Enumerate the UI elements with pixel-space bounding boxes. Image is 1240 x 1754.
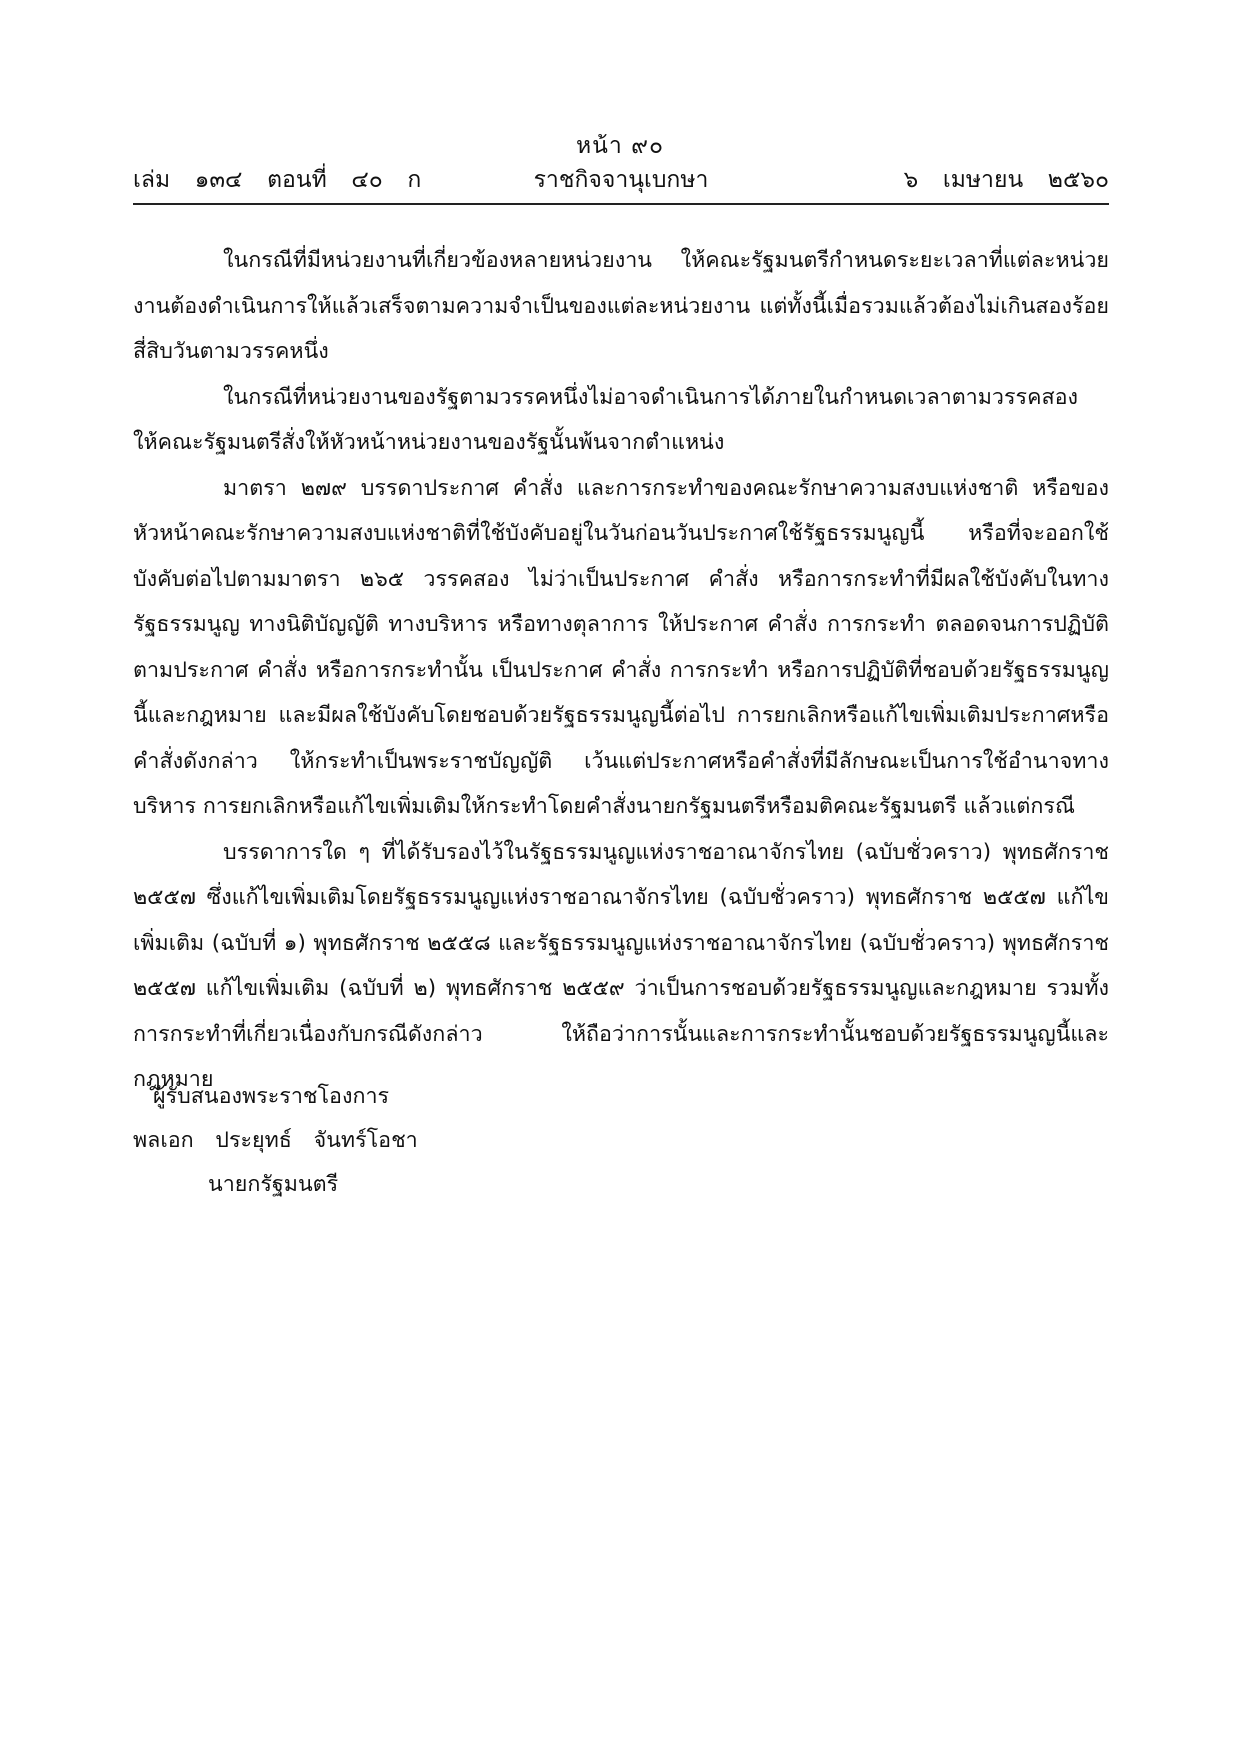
gazette-header [133,162,1109,196]
paragraph: ในกรณีที่หน่วยงานของรัฐตามวรรคหนึ่งไม่อาจดำเนินการได้ภายในกำหนดเวลาตามวรรคสอง ให้คณะรัฐมนตรีสั่งให้หัวหน้าหน่วยงานของรัฐนั้นพ้นจากตำแหน่ง [133,384,1079,455]
publication-title: ราชกิจจานุเบกษา [533,167,709,193]
volume-issue: เล่ม ๑๓๔ ตอนที่ ๔๐ ก [133,167,422,193]
paragraph: บรรดาการใด ๆ ที่ได้รับรองไว้ในรัฐธรรมนูญแห่งราชอาณาจักรไทย (ฉบับชั่วคราว) พุทธศักราช ๒๕๕๗ ซึ่งแก้ไขเพิ่มเติมโดยรัฐธรรมนูญแห่งราชอาณาจักรไทย (ฉบับชั่วคราว) พุทธศักราช ๒๕๕๗ แก้ไขเพิ่มเติม (ฉบับที่ ๑) พุทธศักราช ๒๕๕๘ และรัฐธรรมนูญแห่งราชอาณาจักรไทย (ฉบับชั่วคราว) พุทธศักราช ๒๕๕๗ แก้ไขเพิ่มเติม (ฉบับที่ ๒) พุทธศักราช ๒๕๕๙ ว่าเป็นการชอบด้วยรัฐธรรมนูญและกฎหมาย รวมทั้งการกระทำที่เกี่ยวเนื่องกับกรณีดังกล่าว ให้ถือว่าการนั้นและการกระทำนั้นชอบด้วยรัฐธรรมนูญนี้และกฎหมาย [133,839,1109,1092]
signatory-name: พลเอก ประยุทธ์ จันทร์โอชา [133,1128,418,1153]
signature-block [133,1075,418,1207]
document-body [133,238,1109,1103]
signatory-position: นายกรัฐมนตรี [208,1172,339,1197]
header-divider [133,203,1109,205]
paragraph: ในกรณีที่มีหน่วยงานที่เกี่ยวข้องหลายหน่วยงาน ให้คณะรัฐมนตรีกำหนดระยะเวลาที่แต่ละหน่วยงานต้องดำเนินการให้แล้วเสร็จตามความจำเป็นของแต่ละหน่วยงาน แต่ทั้งนี้เมื่อรวมแล้วต้องไม่เกินสองร้อยสี่สิบวันตามวรรคหนึ่ง [133,248,1109,364]
countersign-label: ผู้รับสนองพระราชโองการ [153,1084,390,1109]
paragraph: มาตรา ๒๗๙ บรรดาประกาศ คำสั่ง และการกระทำของคณะรักษาความสงบแห่งชาติ หรือของหัวหน้าคณะรักษาความสงบแห่งชาติที่ใช้บังคับอยู่ในวันก่อนวันประกาศใช้รัฐธรรมนูญนี้ หรือที่จะออกใช้บังคับต่อไปตามมาตรา ๒๖๕ วรรคสอง ไม่ว่าเป็นประกาศ คำสั่ง หรือการกระทำที่มีผลใช้บังคับในทางรัฐธรรมนูญ ทางนิติบัญญัติ ทางบริหาร หรือทางตุลาการ ให้ประกาศ คำสั่ง การกระทำ ตลอดจนการปฏิบัติตามประกาศ คำสั่ง หรือการกระทำนั้น เป็นประกาศ คำสั่ง การกระทำ หรือการปฏิบัติที่ชอบด้วยรัฐธรรมนูญนี้และกฎหมาย และมีผลใช้บังคับโดยชอบด้วยรัฐธรรมนูญนี้ต่อไป การยกเลิกหรือแก้ไขเพิ่มเติมประกาศหรือคำสั่งดังกล่าว ให้กระทำเป็นพระราชบัญญัติ เว้นแต่ประกาศหรือคำสั่งที่มีลักษณะเป็นการใช้อำนาจทางบริหาร การยกเลิกหรือแก้ไขเพิ่มเติมให้กระทำโดยคำสั่งนายกรัฐมนตรีหรือมติคณะรัฐมนตรี แล้วแต่กรณี [133,475,1109,819]
publication-date: ๖ เมษายน ๒๕๖๐ [903,167,1109,193]
page-number: หน้า ๙๐ [576,133,664,159]
